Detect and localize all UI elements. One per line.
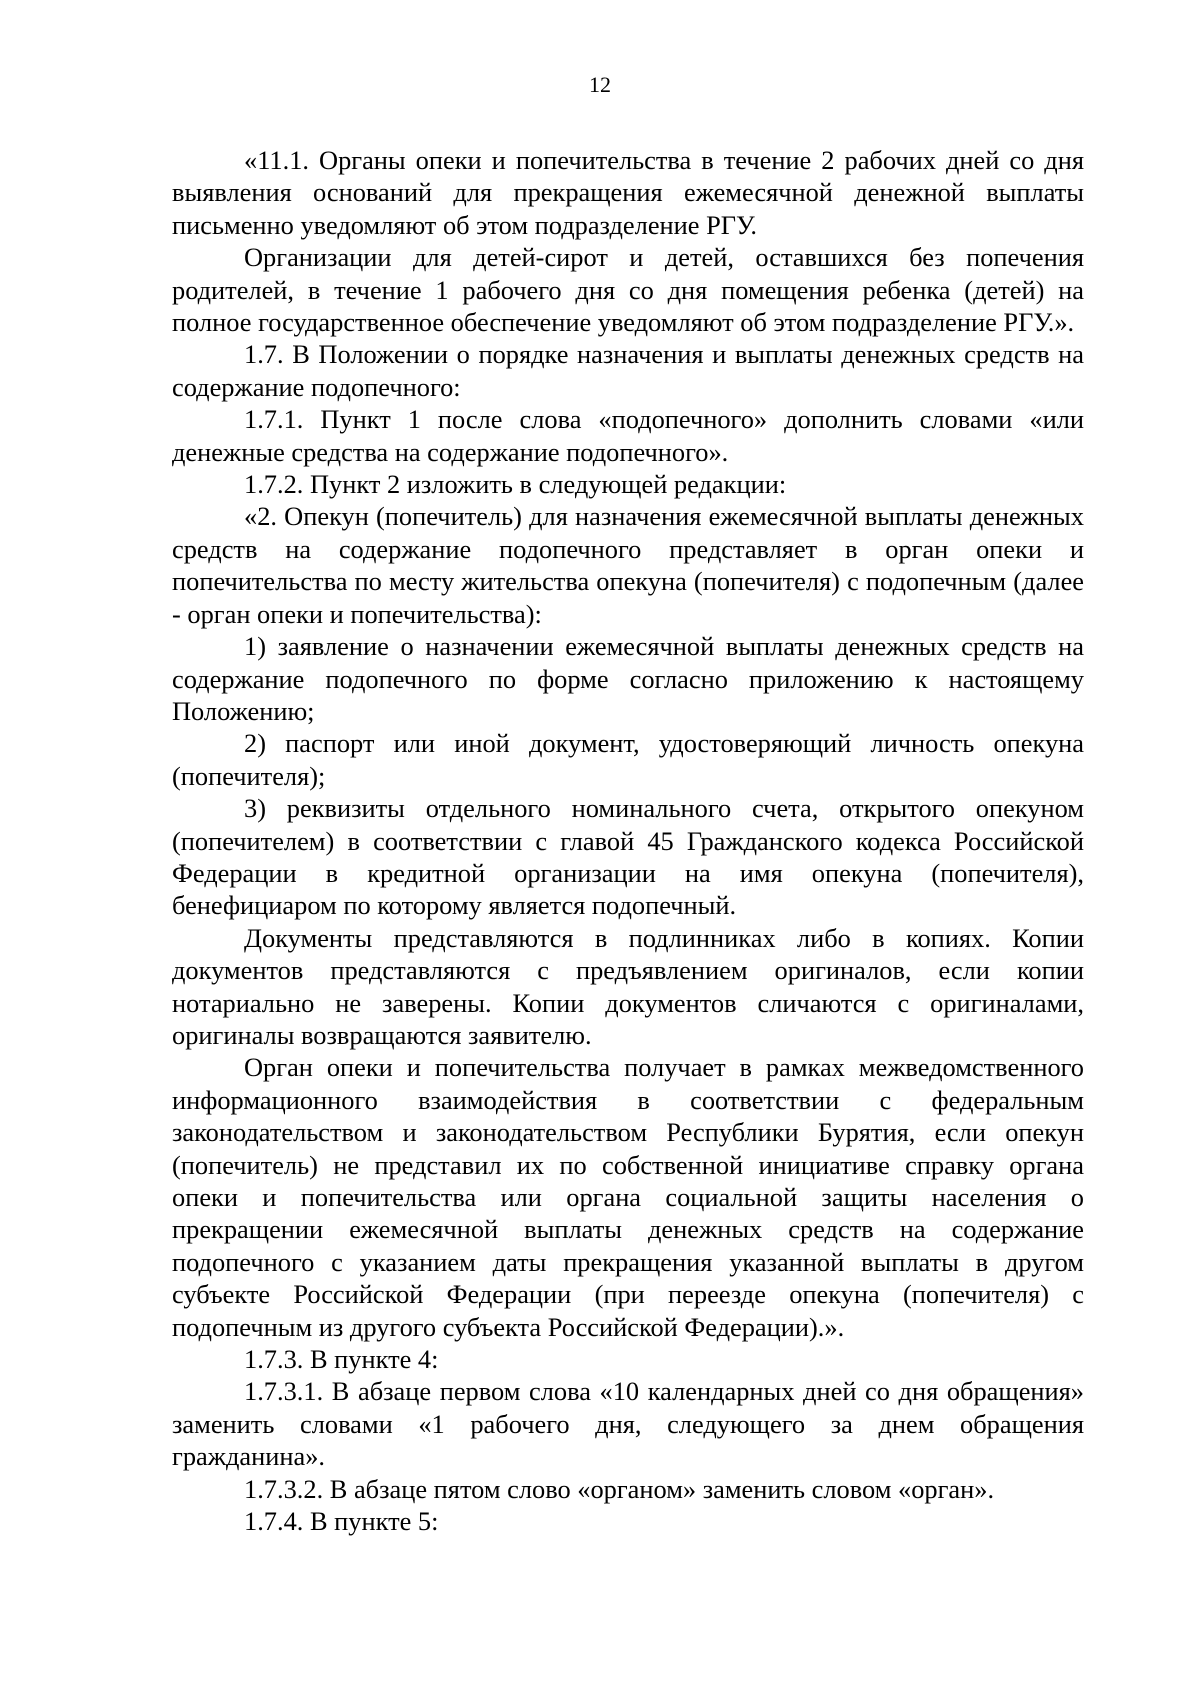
paragraph-1-7: 1.7. В Положении о порядке назначения и выплаты денежных средств на содержание подопечного: xyxy=(172,339,1084,402)
list-item-2: 2) паспорт или иной документ, удостоверяющий личность опекуна (попечителя); xyxy=(172,728,1084,791)
list-item-1: 1) заявление о назначении ежемесячной выплаты денежных средств на содержание подопечного по форме согласно приложению к настоящему Положению; xyxy=(172,631,1084,726)
paragraph-1-7-2: 1.7.2. Пункт 2 изложить в следующей редакции: xyxy=(244,469,787,500)
paragraph-1-7-3-1: 1.7.3.1. В абзаце первом слова «10 календарных дней со дня обращения» заменить словами «1 рабочего дня, следующего за днем обращения гражданина». xyxy=(172,1376,1084,1472)
paragraph-documents: Документы представляются в подлинниках либо в копиях. Копии документов представляются с предъявлением оригиналов, если копии нотариально не заверены. Копии документов сличаются с оригиналами, оригиналы возвращаются заявителю. xyxy=(172,922,1084,1050)
document-body xyxy=(172,144,1084,1537)
paragraph-orphan-organizations: Организации для детей-сирот и детей, оставшихся без попечения родителей, в течение 1 рабочего дня со дня помещения ребенка (детей) на полное государственное обеспечение уведомляют об этом подразделение РГУ.». xyxy=(172,242,1084,338)
paragraph-11-1: «11.1. Органы опеки и попечительства в течение 2 рабочих дней со дня выявления оснований для прекращения ежемесячной денежной выплаты письменно уведомляют об этом подразделение РГУ. xyxy=(172,145,1084,240)
paragraph-1-7-3-2: 1.7.3.2. В абзаце пятом слово «органом» заменить словом «орган». xyxy=(244,1473,995,1504)
paragraph-item-2: «2. Опекун (попечитель) для назначения ежемесячной выплаты денежных средств на содержание подопечного представляет в орган опеки и попечительства по месту жительства опекуна (попечителя) с подопечным (далее - орган опеки и попечительства): xyxy=(172,501,1084,629)
paragraph-1-7-3: 1.7.3. В пункте 4: xyxy=(244,1344,439,1375)
list-item-3: 3) реквизиты отдельного номинального счета, открытого опекуном (попечителем) в соответствии с главой 45 Гражданского кодекса Российской Федерации в кредитной организации на имя опекуна (попечителя), бенефициаром по которому является подопечный. xyxy=(172,793,1084,921)
paragraph-1-7-1: 1.7.1. Пункт 1 после слова «подопечного» дополнить словами «или денежные средства на содержание подопечного». xyxy=(172,404,1084,467)
page-number: 12 xyxy=(589,72,611,97)
paragraph-1-7-4: 1.7.4. В пункте 5: xyxy=(244,1506,439,1537)
paragraph-guardianship-authority: Орган опеки и попечительства получает в рамках межведомственного информационного взаимодействия в соответствии с федеральным законодательством и законодательством Республики Бурятия, если опекун (попечитель) не представил их по собственной инициативе справку органа опеки и попечительства или органа социальной защиты населения о прекращении ежемесячной выплаты денежных средств на содержание подопечного с указанием даты прекращения указанной выплаты в другом субъекте Российской Федерации (при переезде опекуна (попечителя) с подопечным из другого субъекта Российской Федерации).». xyxy=(172,1052,1084,1342)
